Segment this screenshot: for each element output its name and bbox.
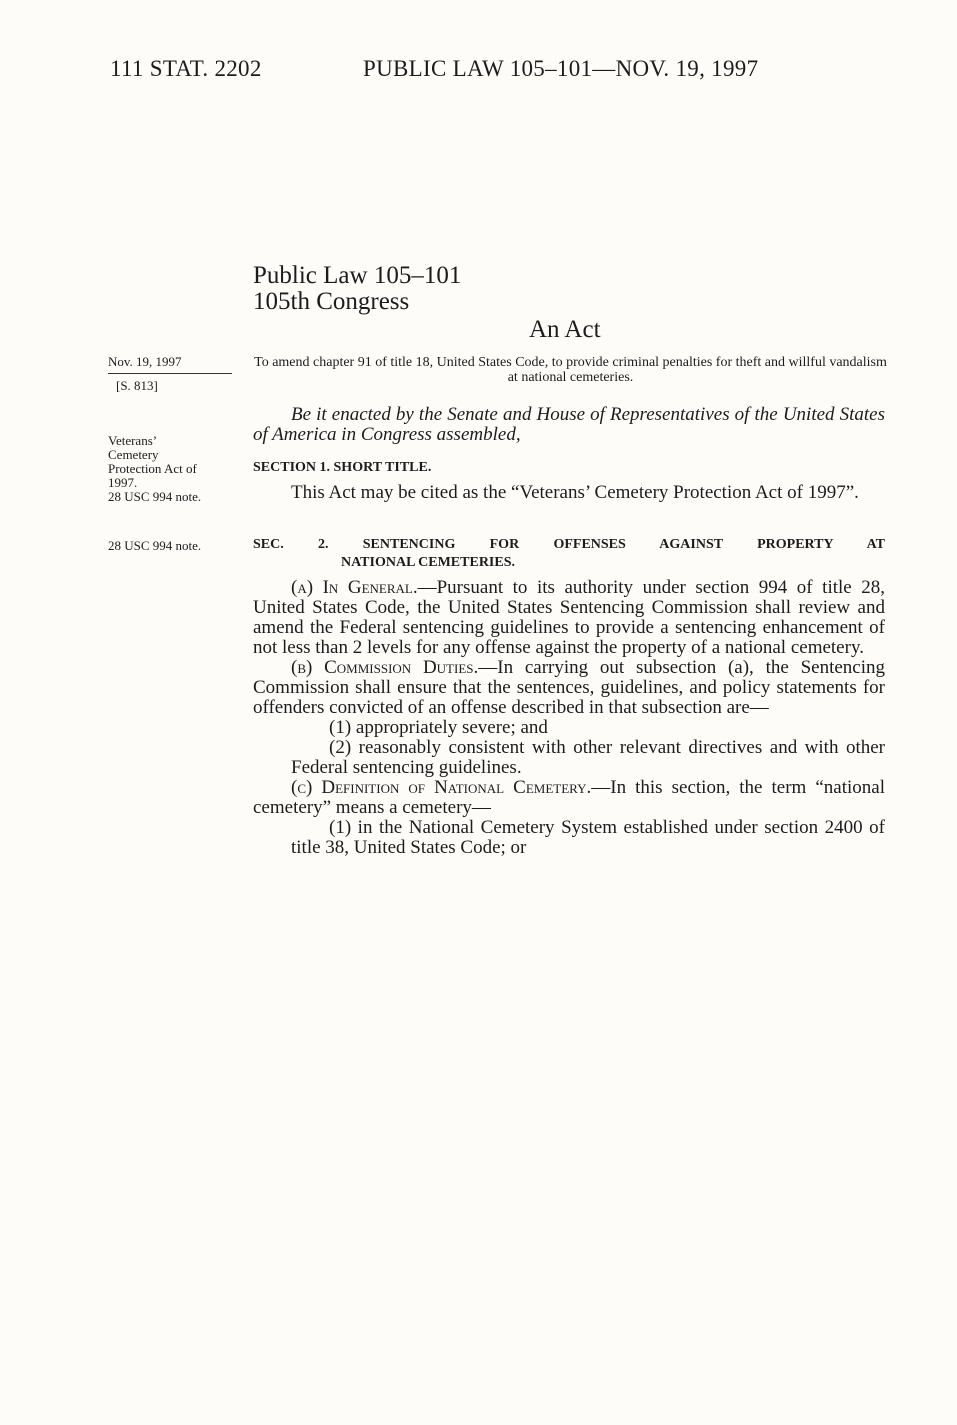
subsection-b-label: (b) Commission Duties. — [291, 657, 479, 678]
subsection-a-label: (a) In General. — [291, 577, 418, 598]
section2-body — [253, 578, 885, 858]
margin-line: Protection Act of — [108, 461, 197, 476]
section2-heading-line1: SEC. 2. SENTENCING FOR OFFENSES AGAINST PROPERTY AT — [253, 537, 885, 552]
paragraph-b1: (1) appropriately severe; and — [329, 717, 548, 738]
margin-short-title-note — [108, 434, 201, 504]
running-head: PUBLIC LAW 105–101—NOV. 19, 1997 — [363, 56, 759, 81]
subsection-c — [253, 778, 885, 818]
subsection-b — [253, 658, 885, 718]
section1-heading: SECTION 1. SHORT TITLE. — [253, 460, 432, 475]
subsection-a — [253, 578, 885, 658]
subsection-b-text: —In carrying out subsection (a), the Sentencing Commission shall ensure that the sentences, guidelines, and policy statements for offenders convicted of an offense described in that subsection are— — [253, 657, 885, 718]
statute-page-number: 111 STAT. 2202 — [110, 56, 262, 81]
purpose-clause: To amend chapter 91 of title 18, United States Code, to provide criminal penalties for theft and willful vandalism at national cemeteries. — [254, 355, 887, 385]
section2-heading-line2: NATIONAL CEMETERIES. — [341, 555, 516, 570]
margin-line: 1997. — [108, 475, 138, 490]
enacting-clause: Be it enacted by the Senate and House of Representatives of the United States of America in Congress assembled, — [253, 404, 885, 445]
law-title: Public Law 105–101 — [253, 262, 462, 289]
margin-divider — [108, 373, 232, 374]
margin-bill-number: [S. 813] — [116, 378, 158, 393]
margin-line: Veterans’ — [108, 433, 158, 448]
subsection-c-label: (c) Definition of National Cemetery. — [291, 777, 592, 798]
section2-heading — [253, 536, 885, 572]
subsection-a-text: —Pursuant to its authority under section 994 of title 28, United States Code, the United States Sentencing Commission shall review and amend the Federal sentencing guidelines to provide a sentencing enhancement of not less than 2 levels for any offense against the property of a national cemetery. — [253, 577, 886, 658]
margin-line: 28 USC 994 note. — [108, 489, 202, 504]
an-act-heading: An Act — [529, 316, 601, 343]
paragraph-c1: (1) in the National Cemetery System established under section 2400 of title 38, United States Code; or — [291, 817, 885, 858]
margin-line: Cemetery — [108, 447, 159, 462]
congress-title: 105th Congress — [253, 288, 410, 315]
margin-date: Nov. 19, 1997 — [108, 354, 182, 369]
paragraph-b2: (2) reasonably consistent with other relevant directives and with other Federal sentencing guidelines. — [291, 737, 885, 778]
subsection-c-text: —In this section, the term “national cemetery” means a cemetery— — [253, 777, 885, 818]
section1-text: This Act may be cited as the “Veterans’ Cemetery Protection Act of 1997”. — [291, 482, 859, 503]
margin-usc-note: 28 USC 994 note. — [108, 538, 202, 553]
